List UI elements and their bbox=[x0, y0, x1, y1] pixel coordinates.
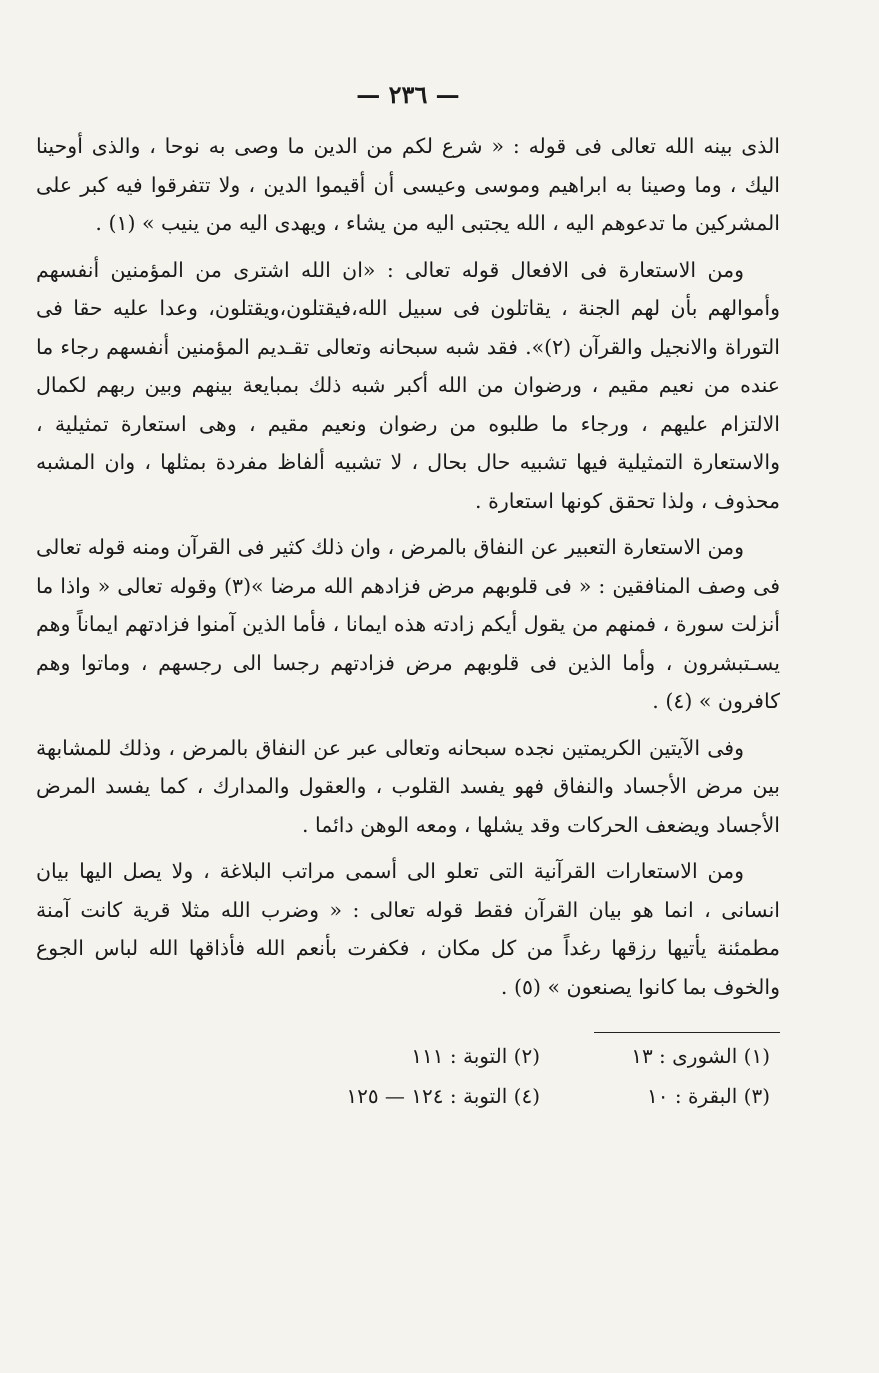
paragraph-5: ومن الاستعارات القرآنية التى تعلو الى أسمى مراتب البلاغة ، ولا يصل اليها بيان انسانى ، انما هو بيان القرآن فقط قوله تعالى : « وضرب الله مثلا قرية كانت آمنة مطمئنة يأتيها رزقها رغداً من كل مكان ، فكفرت بأنعم الله فأذاقها الله لباس الجوع والخوف بما كانوا يصنعون » (٥) . bbox=[36, 859, 780, 999]
page-number: — ٢٣٦ — bbox=[356, 80, 460, 109]
book-page bbox=[36, 80, 780, 1111]
footnote-3: (٣) البقرة : ١٠ bbox=[647, 1084, 770, 1108]
paragraph-2: ومن الاستعارة فى الافعال قوله تعالى : «ان الله اشترى من المؤمنين أنفسهم وأموالهم بأن لهم الجنة ، يقاتلون فى سبيل الله،فيقتلون،ويقتلون، وعدا عليه حقا فى التوراة والانجيل والقرآن (٢)». فقد شبه سبحانه وتعالى تقـديم المؤمنين أنفسهم رجاء ما عنده من نعيم مقيم ، ورضوان من الله أكبر شبه ذلك بمبايعة بينهم وبين ربهم لكمال الالتزام عليهم ، ورجاء ما طلبوه من رضوان ونعيم مقيم ، وهى استعارة تمثيلية ، والاستعارة التمثيلية فيها تشبيه حال بحال ، لا تشبيه ألفاظ مفردة بمثلها ، وان المشبه محذوف ، ولذا تحقق كونها استعارة . bbox=[36, 257, 781, 513]
paragraph-3: ومن الاستعارة التعبير عن النفاق بالمرض ، وان ذلك كثير فى القرآن ومنه قوله تعالى فى وصف المنافقين : « فى قلوبهم مرض فزادهم الله مرضا »(٣) وقوله تعالى « واذا ما أنزلت سورة ، فمنهم من يقول أيكم زادته هذه ايمانا ، فأما الذين آمنوا فزادتهم ايماناً وهم يسـتبشرون ، وأما الذين فى قلوبهم مرض فزادتهم رجسا الى رجسهم ، وماتوا وهم كافرون » (٤) . bbox=[36, 535, 780, 713]
footnote-1: (١) الشورى : ١٣ bbox=[631, 1044, 770, 1068]
paragraph-1: الذى بينه الله تعالى فى قوله : « شرع لكم من الدين ما وصى به نوحا ، والذى أوحينا اليك ، وما وصينا به ابراهيم وموسى وعيسى أن أقيموا الدين ، ولا تتفرقوا فيه كبر على المشركين ما تدعوهم اليه ، الله يجتبى اليه من يشاء ، ويهدى اليه من ينيب » (١) . bbox=[36, 134, 780, 235]
footnote-4: (٤) التوبة : ١٢٤ — ١٢٥ bbox=[346, 1084, 540, 1108]
footnote-2: (٢) التوبة : ١١١ bbox=[411, 1044, 540, 1068]
footnote-divider bbox=[594, 1032, 780, 1033]
footnotes bbox=[36, 1041, 780, 1111]
paragraph-4: وفى الآيتين الكريمتين نجده سبحانه وتعالى عبر عن النفاق بالمرض ، وذلك للمشابهة بين مرض الأجساد والنفاق فهو يفسد القلوب ، والعقول والمدارك ، كما يفسد المرض الأجساد ويضعف الحركات وقد يشلها ، ومعه الوهن دائما . bbox=[36, 735, 780, 837]
